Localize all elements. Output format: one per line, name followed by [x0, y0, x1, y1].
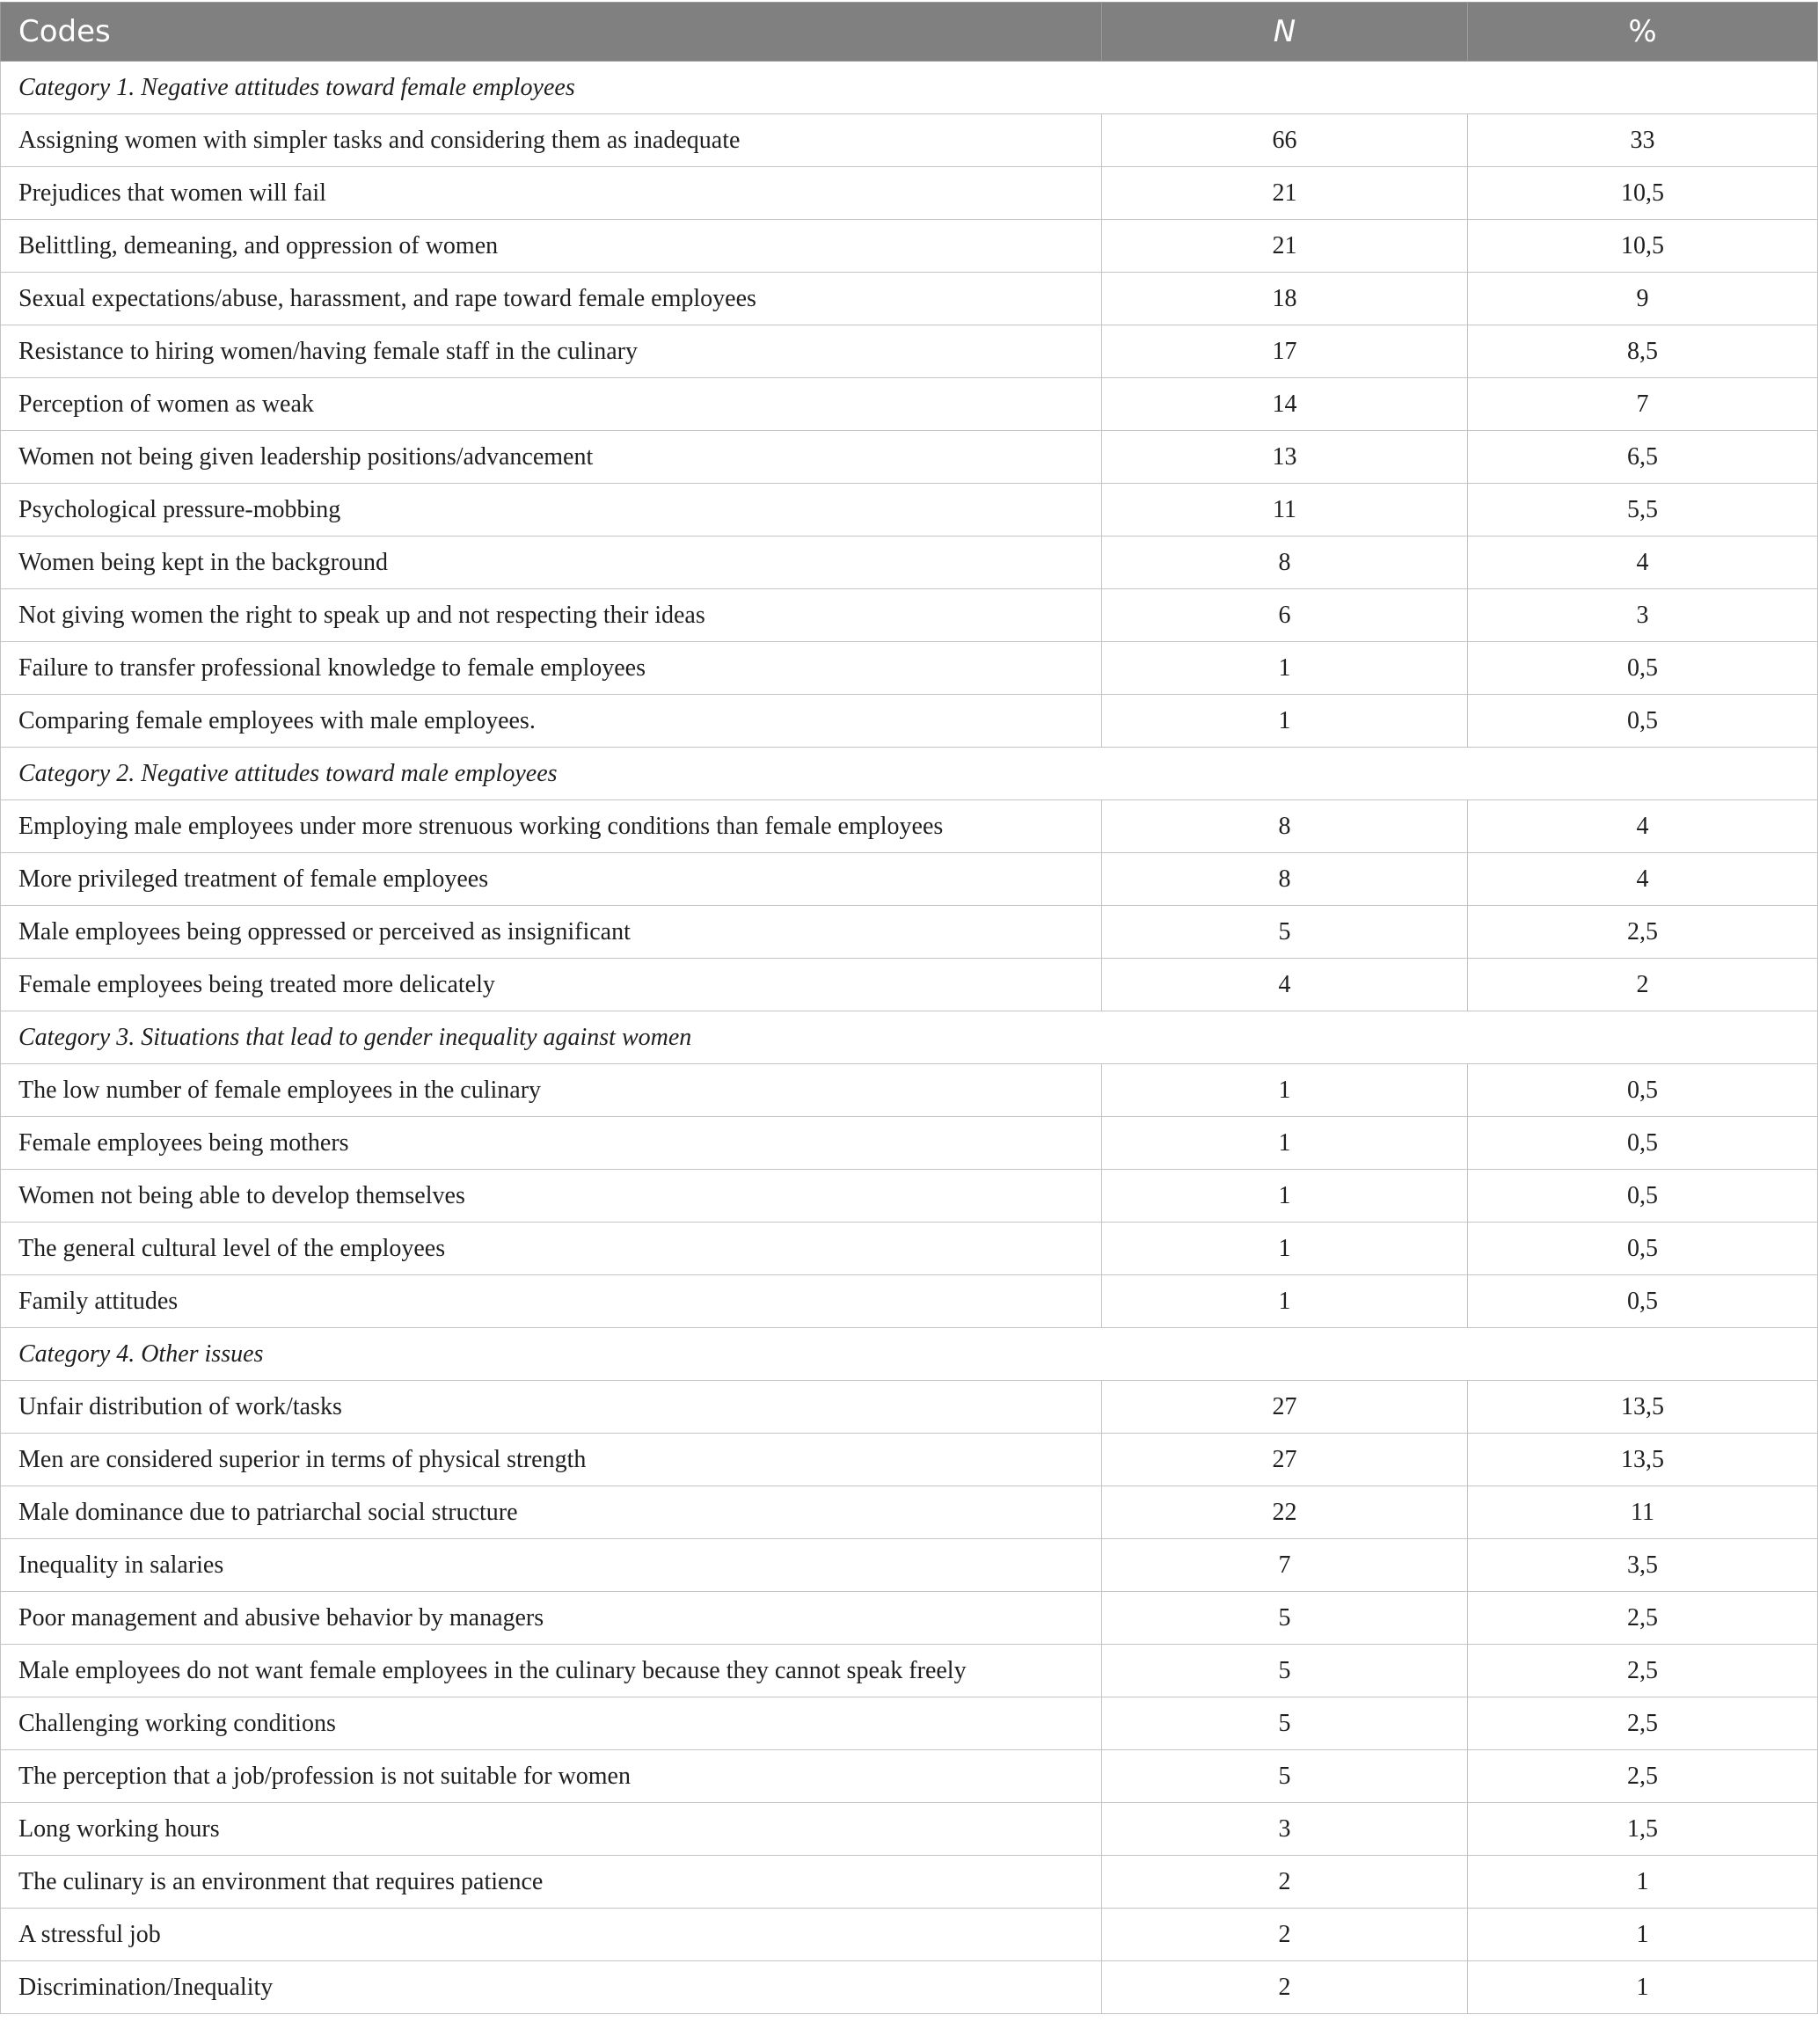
n-cell: 14: [1102, 378, 1468, 431]
code-cell: Belittling, demeaning, and oppression of women: [1, 220, 1102, 273]
code-cell: Female employees being treated more delicately: [1, 959, 1102, 1011]
n-cell: 1: [1102, 1117, 1468, 1170]
table-row: [1, 537, 1818, 589]
n-cell: 1: [1102, 1064, 1468, 1117]
percent-cell: 0,5: [1468, 1064, 1818, 1117]
category-row: [1, 1011, 1818, 1064]
table-row: [1, 1750, 1818, 1803]
n-cell: 17: [1102, 325, 1468, 378]
table-row: [1, 1645, 1818, 1697]
n-cell: 3: [1102, 1803, 1468, 1856]
table-body: [1, 62, 1818, 2014]
percent-cell: 0,5: [1468, 1117, 1818, 1170]
n-cell: 21: [1102, 167, 1468, 220]
table-row: [1, 1909, 1818, 1961]
table-header: [1, 3, 1818, 62]
n-cell: 1: [1102, 1170, 1468, 1223]
percent-cell: 1,5: [1468, 1803, 1818, 1856]
code-cell: Male employees being oppressed or perceived as insignificant: [1, 906, 1102, 959]
n-cell: 18: [1102, 273, 1468, 325]
table-row: [1, 1170, 1818, 1223]
table-row: [1, 1381, 1818, 1434]
percent-cell: 2,5: [1468, 1750, 1818, 1803]
code-cell: Employing male employees under more strenuous working conditions than female employees: [1, 800, 1102, 853]
code-cell: Discrimination/Inequality: [1, 1961, 1102, 2014]
percent-cell: 4: [1468, 800, 1818, 853]
n-cell: 13: [1102, 431, 1468, 484]
table-row: [1, 800, 1818, 853]
table-row: [1, 1275, 1818, 1328]
percent-cell: 10,5: [1468, 167, 1818, 220]
percent-cell: 2,5: [1468, 1592, 1818, 1645]
table-row: [1, 589, 1818, 642]
n-cell: 2: [1102, 1961, 1468, 2014]
n-cell: 1: [1102, 695, 1468, 748]
n-cell: 8: [1102, 800, 1468, 853]
category-title: Category 3. Situations that lead to gender inequality against women: [1, 1011, 1818, 1064]
percent-cell: 3,5: [1468, 1539, 1818, 1592]
category-row: [1, 62, 1818, 114]
percent-cell: 6,5: [1468, 431, 1818, 484]
table-row: [1, 273, 1818, 325]
n-cell: 5: [1102, 906, 1468, 959]
header-percent: %: [1468, 3, 1818, 62]
n-cell: 27: [1102, 1434, 1468, 1486]
n-cell: 27: [1102, 1381, 1468, 1434]
code-cell: Unfair distribution of work/tasks: [1, 1381, 1102, 1434]
percent-cell: 9: [1468, 273, 1818, 325]
n-cell: 11: [1102, 484, 1468, 537]
code-cell: The general cultural level of the employees: [1, 1223, 1102, 1275]
code-cell: Failure to transfer professional knowledge to female employees: [1, 642, 1102, 695]
percent-cell: 1: [1468, 1909, 1818, 1961]
percent-cell: 0,5: [1468, 642, 1818, 695]
percent-cell: 1: [1468, 1856, 1818, 1909]
code-cell: Inequality in salaries: [1, 1539, 1102, 1592]
table-row: [1, 853, 1818, 906]
table-row: [1, 1434, 1818, 1486]
category-title: Category 1. Negative attitudes toward female employees: [1, 62, 1818, 114]
n-cell: 8: [1102, 537, 1468, 589]
table-row: [1, 1223, 1818, 1275]
code-cell: Family attitudes: [1, 1275, 1102, 1328]
n-cell: 5: [1102, 1750, 1468, 1803]
table-row: [1, 1486, 1818, 1539]
code-cell: Prejudices that women will fail: [1, 167, 1102, 220]
table-row: [1, 1117, 1818, 1170]
n-cell: 21: [1102, 220, 1468, 273]
table-row: [1, 484, 1818, 537]
n-cell: 8: [1102, 853, 1468, 906]
category-title: Category 4. Other issues: [1, 1328, 1818, 1381]
table-row: [1, 1064, 1818, 1117]
codes-table-container: [0, 2, 1817, 2014]
code-cell: Women being kept in the background: [1, 537, 1102, 589]
table-row: [1, 695, 1818, 748]
table-row: [1, 1803, 1818, 1856]
table-row: [1, 1856, 1818, 1909]
percent-cell: 0,5: [1468, 1223, 1818, 1275]
code-cell: Men are considered superior in terms of physical strength: [1, 1434, 1102, 1486]
percent-cell: 13,5: [1468, 1434, 1818, 1486]
header-codes: Codes: [1, 3, 1102, 62]
percent-cell: 5,5: [1468, 484, 1818, 537]
table-row: [1, 642, 1818, 695]
table-row: [1, 906, 1818, 959]
table-row: [1, 167, 1818, 220]
percent-cell: 0,5: [1468, 1275, 1818, 1328]
table-row: [1, 1697, 1818, 1750]
code-cell: Women not being given leadership positions/advancement: [1, 431, 1102, 484]
code-cell: The low number of female employees in the culinary: [1, 1064, 1102, 1117]
percent-cell: 11: [1468, 1486, 1818, 1539]
code-cell: Challenging working conditions: [1, 1697, 1102, 1750]
code-cell: Male dominance due to patriarchal social structure: [1, 1486, 1102, 1539]
code-cell: Long working hours: [1, 1803, 1102, 1856]
percent-cell: 4: [1468, 537, 1818, 589]
table-row: [1, 220, 1818, 273]
percent-cell: 13,5: [1468, 1381, 1818, 1434]
n-cell: 1: [1102, 1275, 1468, 1328]
category-row: [1, 748, 1818, 800]
table-row: [1, 1592, 1818, 1645]
n-cell: 2: [1102, 1856, 1468, 1909]
header-n: N: [1102, 3, 1468, 62]
n-cell: 6: [1102, 589, 1468, 642]
n-cell: 22: [1102, 1486, 1468, 1539]
table-row: [1, 378, 1818, 431]
code-cell: Male employees do not want female employees in the culinary because they cannot speak freely: [1, 1645, 1102, 1697]
codes-table: [0, 2, 1818, 2014]
code-cell: The culinary is an environment that requires patience: [1, 1856, 1102, 1909]
category-row: [1, 1328, 1818, 1381]
n-cell: 5: [1102, 1592, 1468, 1645]
code-cell: Psychological pressure-mobbing: [1, 484, 1102, 537]
code-cell: Poor management and abusive behavior by managers: [1, 1592, 1102, 1645]
code-cell: Assigning women with simpler tasks and considering them as inadequate: [1, 114, 1102, 167]
n-cell: 7: [1102, 1539, 1468, 1592]
table-row: [1, 114, 1818, 167]
n-cell: 4: [1102, 959, 1468, 1011]
n-cell: 2: [1102, 1909, 1468, 1961]
percent-cell: 8,5: [1468, 325, 1818, 378]
percent-cell: 0,5: [1468, 695, 1818, 748]
percent-cell: 4: [1468, 853, 1818, 906]
code-cell: Not giving women the right to speak up and not respecting their ideas: [1, 589, 1102, 642]
percent-cell: 10,5: [1468, 220, 1818, 273]
n-cell: 5: [1102, 1697, 1468, 1750]
code-cell: Perception of women as weak: [1, 378, 1102, 431]
code-cell: Comparing female employees with male employees.: [1, 695, 1102, 748]
table-row: [1, 1539, 1818, 1592]
header-row: [1, 3, 1818, 62]
code-cell: The perception that a job/profession is not suitable for women: [1, 1750, 1102, 1803]
n-cell: 1: [1102, 642, 1468, 695]
code-cell: More privileged treatment of female employees: [1, 853, 1102, 906]
code-cell: Female employees being mothers: [1, 1117, 1102, 1170]
code-cell: Sexual expectations/abuse, harassment, and rape toward female employees: [1, 273, 1102, 325]
code-cell: Women not being able to develop themselves: [1, 1170, 1102, 1223]
table-row: [1, 325, 1818, 378]
category-title: Category 2. Negative attitudes toward male employees: [1, 748, 1818, 800]
n-cell: 1: [1102, 1223, 1468, 1275]
percent-cell: 0,5: [1468, 1170, 1818, 1223]
percent-cell: 33: [1468, 114, 1818, 167]
n-cell: 66: [1102, 114, 1468, 167]
percent-cell: 1: [1468, 1961, 1818, 2014]
n-cell: 5: [1102, 1645, 1468, 1697]
table-row: [1, 959, 1818, 1011]
percent-cell: 2,5: [1468, 1645, 1818, 1697]
percent-cell: 2,5: [1468, 1697, 1818, 1750]
percent-cell: 3: [1468, 589, 1818, 642]
code-cell: A stressful job: [1, 1909, 1102, 1961]
percent-cell: 2,5: [1468, 906, 1818, 959]
code-cell: Resistance to hiring women/having female staff in the culinary: [1, 325, 1102, 378]
table-row: [1, 1961, 1818, 2014]
table-row: [1, 431, 1818, 484]
percent-cell: 2: [1468, 959, 1818, 1011]
percent-cell: 7: [1468, 378, 1818, 431]
